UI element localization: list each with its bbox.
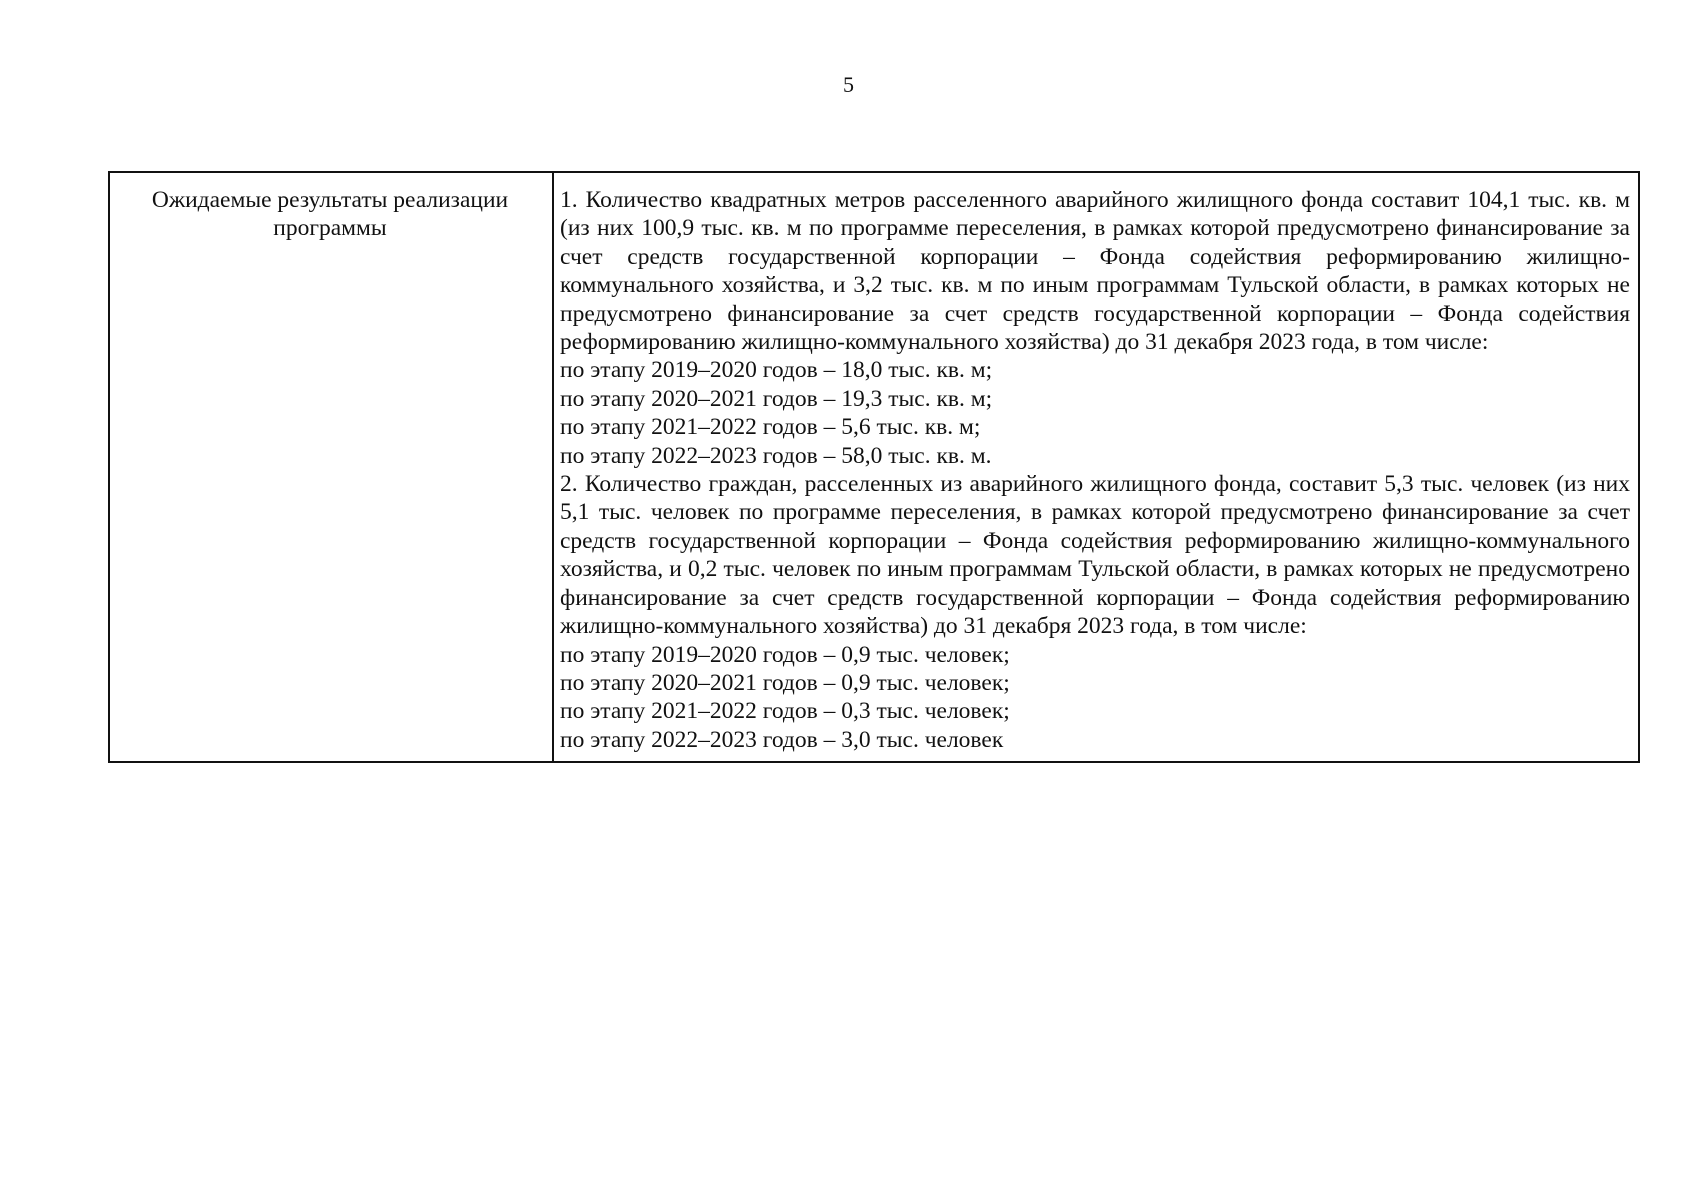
- item-1-stage: по этапу 2021–2022 годов – 5,6 тыс. кв. м;: [560, 414, 981, 441]
- item-2-paragraph: 2. Количество граждан, расселенных из аварийного жилищного фонда, составит 5,3 тыс. человек (из них 5,1 тыс. человек по программе переселения, в рамках которой предусмотрено финансирование за счет средств государственной корпорации – Фонда содействия реформированию жилищно-коммунального хозяйства, и 0,2 тыс. человек по иным программам Тульской области, в рамках которых не предусмотрено финансирование за счет средств государственной корпорации – Фонда содействия реформированию жилищно-коммунального хозяйства) до 31 декабря 2023 года, в том числе:: [560, 471, 1630, 640]
- item-2-stage: по этапу 2022–2023 годов – 3,0 тыс. человек: [560, 726, 1004, 753]
- row-content: [553, 172, 1639, 762]
- item-2-stage: по этапу 2021–2022 годов – 0,3 тыс. человек;: [560, 698, 1010, 725]
- page-number: 5: [843, 72, 854, 97]
- item-1-stage: по этапу 2020–2021 годов – 19,3 тыс. кв. м;: [560, 385, 993, 412]
- row-label: Ожидаемые результаты реализации программы: [109, 172, 553, 762]
- item-2-stage: по этапу 2020–2021 годов – 0,9 тыс. человек;: [560, 669, 1010, 696]
- item-1-stage: по этапу 2019–2020 годов – 18,0 тыс. кв. м;: [560, 357, 993, 384]
- results-table: [108, 171, 1640, 763]
- item-1-paragraph: 1. Количество квадратных метров расселенного аварийного жилищного фонда составит 104,1 тыс. кв. м (из них 100,9 тыс. кв. м по программе переселения, в рамках которой предусмотрено финансирование за счет средств государственной корпорации – Фонда содействия реформированию жилищно-коммунального хозяйства, и 3,2 тыс. кв. м по иным программам Тульской области, в рамках которых не предусмотрено финансирование за счет средств государственной корпорации – Фонда содействия реформированию жилищно-коммунального хозяйства) до 31 декабря 2023 года, в том числе:: [560, 187, 1630, 356]
- item-2-stage: по этапу 2019–2020 годов – 0,9 тыс. человек;: [560, 641, 1010, 668]
- table-row: [109, 172, 1639, 762]
- item-1-stage: по этапу 2022–2023 годов – 58,0 тыс. кв. м.: [560, 442, 992, 469]
